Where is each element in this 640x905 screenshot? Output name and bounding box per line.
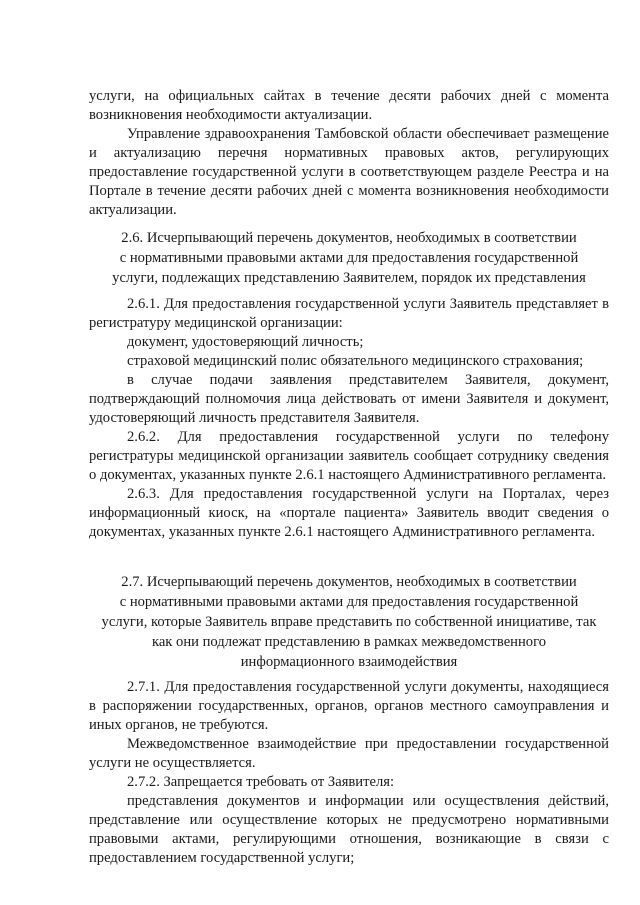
heading-line: 2.6. Исчерпывающий перечень документов, необходимых в соответствии (121, 230, 577, 246)
heading-line: с нормативными правовыми актами для предоставления государственной (119, 594, 579, 610)
list-item-document: документ, удостоверяющий личность; (127, 334, 364, 350)
top-text (89, 87, 609, 220)
heading-line: услуги, которые Заявитель вправе представить по собственной инициативе, так (101, 614, 597, 630)
section-2-6-heading (89, 228, 609, 288)
paragraph-2-7-2: 2.7.2. Запрещается требовать от Заявителя: (127, 774, 395, 790)
paragraph-2-6-3: 2.6.3. Для предоставления государственной услуги на Порталах, через информационный киоск, на «портале пациента» Заявитель вводит сведения о документах, указанных пункте 2.6.1 настоящего Административного регламента. (89, 486, 609, 540)
heading-line: 2.7. Исчерпывающий перечень документов, необходимых в соответствии (121, 574, 577, 590)
heading-line: услуги, подлежащих представлению Заявителем, порядок их представления (112, 270, 586, 286)
list-item-representative: в случае подачи заявления представителем Заявителя, документ, подтверждающий полномочия лица действовать от имени Заявителя и документ, удостоверяющий личность представителя Заявителя. (89, 372, 609, 426)
paragraph-tambov-health: Управление здравоохранения Тамбовской области обеспечивает размещение и актуализацию перечня нормативных правовых актов, регулирующих предоставление государственной услуги в соответствующем разделе Реестра и на Портале в течение десяти рабочих дней с момента возникновения необходимости актуализации. (89, 126, 609, 218)
section-heading (89, 228, 609, 288)
heading-line: информационного взаимодействия (240, 654, 458, 670)
paragraph-2-7-2-a: представления документов и информации или осуществления действий, представление или осуществление которых не предусмотрено нормативными правовыми актами, регулирующими отношения, возникающие в связи с предоставлением государственной услуги; (89, 793, 609, 866)
paragraph-2-6-2: 2.6.2. Для предоставления государственной услуги по телефону регистратуры медицинской организации заявитель сообщает сотруднику сведения о документах, указанных пункте 2.6.1 настоящего Административного регламента. (89, 429, 609, 483)
paragraph-interagency: Межведомственное взаимодействие при предоставлении государственной услуги не осуществляется. (89, 736, 609, 771)
section-2-7-heading (89, 572, 609, 672)
section-2-7-body (89, 678, 609, 868)
section-heading (89, 572, 609, 672)
section-2-6-body (89, 295, 609, 542)
paragraph-2-7-1: 2.7.1. Для предоставления государственной услуги документы, находящиеся в распоряжении государственных, органов, органов местного самоуправления и иных органов, не требуются. (89, 679, 609, 733)
paragraph-2-6-1: 2.6.1. Для предоставления государственной услуги Заявитель представляет в регистратуру медицинской организации: (89, 296, 609, 331)
heading-line: как они подлежат представлению в рамках межведомственного (151, 634, 547, 650)
heading-line: с нормативными правовыми актами для предоставления государственной (119, 250, 579, 266)
paragraph-continuation: услуги, на официальных сайтах в течение десяти рабочих дней с момента возникновения необходимости актуализации. (89, 88, 609, 123)
list-item-insurance: страховой медицинский полис обязательного медицинского страхования; (127, 353, 584, 369)
